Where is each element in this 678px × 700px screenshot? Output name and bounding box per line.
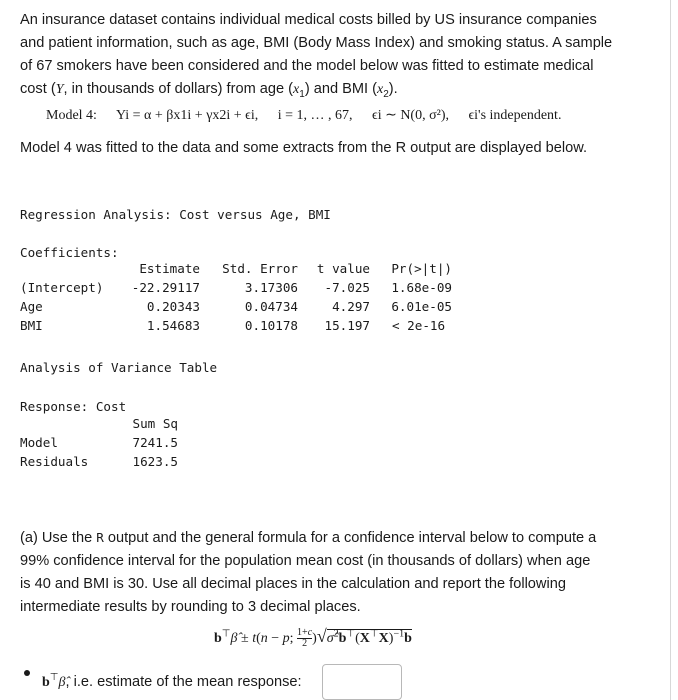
coef-p: < 2e-16 bbox=[392, 318, 446, 333]
coef-term: (Intercept) bbox=[20, 280, 104, 295]
coefficients-label: Coefficients: bbox=[20, 245, 119, 260]
mean-response-input[interactable] bbox=[322, 664, 402, 700]
coef-term: BMI bbox=[20, 318, 43, 333]
model-label: Model 4: bbox=[46, 108, 97, 123]
coef-estimate: 0.20343 bbox=[146, 299, 200, 314]
coef-se: 0.04734 bbox=[244, 299, 298, 314]
intro-line-4: cost (Y, in thousands of dollars) from age $(x_1)$ and BMI $(x_2)$. bbox=[20, 81, 398, 100]
question-line-4: intermediate results by rounding to 3 decimal places. bbox=[20, 599, 361, 615]
anova-term: Residuals bbox=[20, 454, 89, 469]
intro-line-1: An insurance dataset contains individual medical costs billed by US insurance companies bbox=[20, 12, 597, 28]
coef-term: Age bbox=[20, 299, 43, 314]
coef-se: 3.17306 bbox=[244, 280, 298, 295]
coef-header-estimate: Estimate bbox=[139, 261, 200, 276]
question-line-2: 99% confidence interval for the population mean cost (in thousands of dollars) when age bbox=[20, 553, 591, 569]
anova-title: Analysis of Variance Table bbox=[20, 360, 218, 375]
model-equation bbox=[46, 107, 646, 124]
coef-se: 0.10178 bbox=[244, 318, 298, 333]
coef-t: 15.197 bbox=[324, 318, 370, 333]
model-formula: Yi = α + βx1i + γx2i + ϵi, bbox=[115, 108, 259, 123]
intro-line-3: of 67 smokers have been considered and the model below was fitted to estimate medical bbox=[20, 58, 594, 74]
intro-line-2: and patient information, such as age, BMI (Body Mass Index) and smoking status. A sample bbox=[20, 35, 613, 51]
fitted-note: Model 4 was fitted to the data and some extracts from the R output are displayed below. bbox=[20, 140, 588, 156]
intro-paragraph bbox=[20, 9, 660, 106]
response-label: Response: Cost bbox=[20, 399, 127, 414]
question-line-3: is 40 and BMI is 30. Use all decimal places in the calculation and report the following bbox=[20, 576, 566, 592]
question-line-1: (a) Use the R output and the general formula for a confidence interval below to compute a bbox=[20, 530, 597, 546]
coef-header-p: Pr(>|t|) bbox=[391, 261, 452, 276]
question-paragraph bbox=[20, 526, 660, 619]
anova-value: 1623.5 bbox=[132, 454, 178, 469]
anova-value: 7241.5 bbox=[132, 435, 178, 450]
model-independence: ϵi's independent. bbox=[468, 108, 562, 123]
anova-header: Sum Sq bbox=[132, 416, 178, 431]
coef-t: 4.297 bbox=[332, 299, 370, 314]
model-index: i = 1, … , 67, bbox=[277, 108, 353, 123]
coef-header-t: t value bbox=[316, 261, 370, 276]
coef-p: 1.68e-09 bbox=[391, 280, 452, 295]
coef-estimate: -22.29117 bbox=[131, 280, 200, 295]
coef-header-se: Std. Error bbox=[222, 261, 298, 276]
coef-estimate: 1.54683 bbox=[146, 318, 200, 333]
model-distribution: ϵi ∼ N(0, σ²), bbox=[372, 108, 449, 123]
regression-title: Regression Analysis: Cost versus Age, BMI bbox=[20, 207, 331, 222]
anova-term: Model bbox=[20, 435, 58, 450]
answer-label: b⊤β̂, i.e. estimate of the mean response: bbox=[42, 672, 302, 690]
bullet-icon bbox=[24, 670, 30, 676]
ci-formula: b⊤β̂ ± t(n − p; $\frac{1+c}{2}$ )$√\sigmâ^2b^⊤(X^⊤X)^{-1}b$ bbox=[214, 626, 412, 650]
coef-t: -7.025 bbox=[324, 280, 370, 295]
coef-p: 6.01e-05 bbox=[391, 299, 452, 314]
